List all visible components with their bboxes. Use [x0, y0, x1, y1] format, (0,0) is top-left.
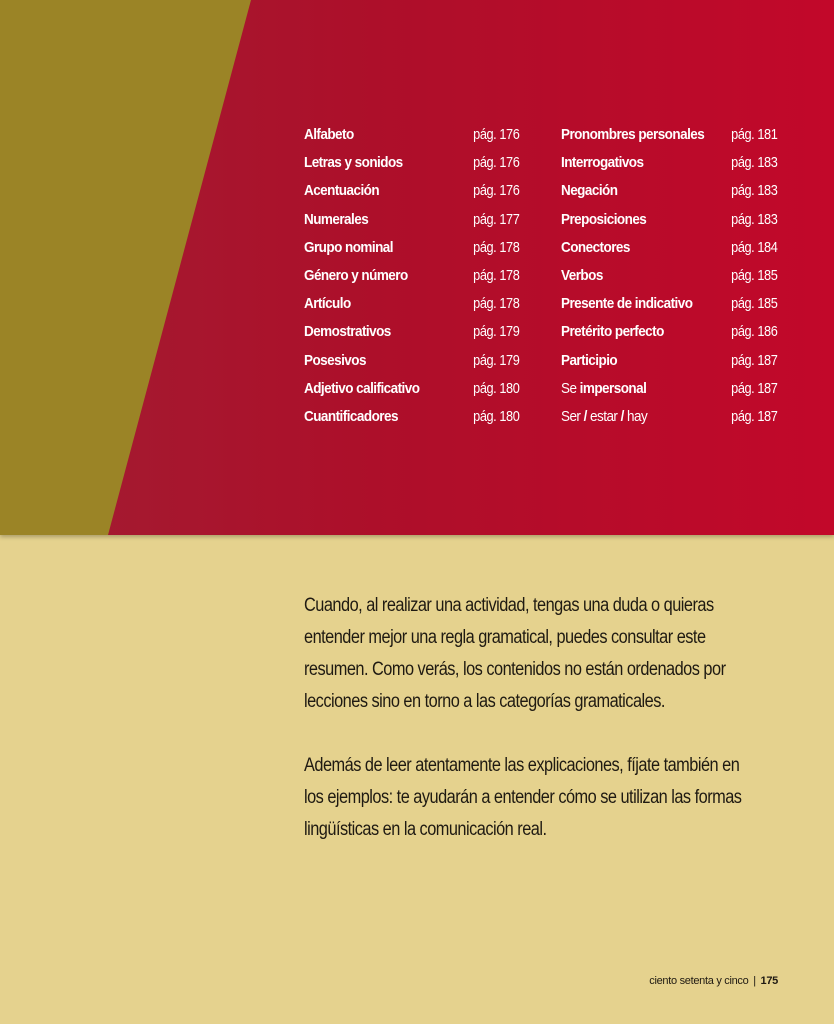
index-topic: Preposiciones [561, 210, 647, 228]
ser-word: Ser [561, 407, 581, 425]
index-entry[interactable] [304, 318, 519, 346]
intro-paragraph-2: Además de leer atentamente las explicaciones, fíjate también en los ejemplos: te ayudarán a entender cómo se utilizan las formas lingüísticas en la comunicación real. [304, 755, 742, 840]
index-page: pág. 179 [472, 351, 519, 369]
index-topic: Artículo [304, 295, 351, 313]
index-entry[interactable] [561, 177, 777, 205]
index-topic: Alfabeto [304, 126, 354, 143]
index-topic: Grupo nominal [304, 238, 393, 256]
page-footer [649, 975, 778, 987]
index-page: pág. 183 [730, 154, 777, 172]
index-entry-ser-estar-hay[interactable] [561, 403, 777, 431]
index-topic: Letras y sonidos [304, 154, 403, 172]
index-entry[interactable] [561, 318, 777, 346]
slash-separator: / [620, 407, 624, 425]
index-entry[interactable] [304, 290, 519, 318]
index-topic: Verbos [561, 266, 603, 284]
index-entry[interactable] [304, 234, 519, 262]
index-topic: Género y número [304, 266, 408, 284]
index-page: pág. 183 [730, 182, 777, 200]
footer-separator: | [753, 975, 756, 987]
index-page: pág. 187 [730, 351, 777, 369]
estar-word: estar [590, 407, 618, 425]
index-page: pág. 185 [730, 295, 777, 313]
index-page: pág. 176 [472, 182, 519, 200]
index-entry[interactable] [304, 121, 519, 149]
index-topic: Adjetivo calificativo [304, 379, 420, 397]
index-topic [561, 403, 647, 431]
index-page: pág. 184 [730, 238, 777, 256]
index-topic: Interrogativos [561, 154, 644, 172]
index-page: pág. 178 [472, 238, 519, 256]
index-entry[interactable] [304, 177, 519, 205]
index-topic: Pretérito perfecto [561, 323, 664, 341]
impersonal-word: impersonal [579, 379, 647, 397]
index-entry[interactable] [561, 234, 777, 262]
se-word: Se [561, 379, 577, 397]
index-topic: Conectores [561, 238, 630, 256]
index-entry[interactable] [304, 149, 519, 177]
index-page: pág. 187 [730, 407, 777, 425]
index-topic: Acentuación [304, 182, 380, 200]
hay-word: hay [627, 407, 648, 425]
index-entry[interactable] [304, 375, 519, 403]
index-topic: Presente de indicativo [561, 295, 693, 313]
index-topic: Cuantificadores [304, 407, 398, 425]
index-page: pág. 179 [472, 323, 519, 341]
index-entry[interactable] [561, 290, 777, 318]
index-page: pág. 185 [730, 266, 777, 284]
page-number: 175 [760, 975, 778, 987]
index-page: pág. 180 [472, 379, 519, 397]
index-entry[interactable] [561, 262, 777, 290]
intro-text [304, 590, 764, 878]
index-topic: Posesivos [304, 351, 366, 369]
page-number-words: ciento setenta y cinco [649, 975, 749, 987]
index-page: pág. 178 [472, 266, 519, 284]
index-topic: Numerales [304, 210, 369, 228]
index-entry[interactable] [561, 347, 777, 375]
slash-separator: / [583, 407, 587, 425]
index-page: pág. 180 [472, 407, 519, 425]
index-page: pág. 181 [730, 126, 777, 143]
index-topic: Participio [561, 351, 618, 369]
index-column-right [561, 121, 777, 431]
index-topic [561, 375, 646, 403]
index-page: pág. 186 [730, 323, 777, 341]
intro-paragraph-1: Cuando, al realizar una actividad, tengas una duda o quieras entender mejor una regla gramatical, puedes consultar este resumen. Como verás, los contenidos no están ordenados por lecciones sino en torno a las categorías gramaticales. [304, 595, 726, 712]
index-page: pág. 178 [472, 295, 519, 313]
index-page: pág. 176 [472, 126, 519, 143]
index-topic: Negación [561, 182, 618, 200]
index-topic: Demostrativos [304, 323, 391, 341]
index-entry[interactable] [561, 206, 777, 234]
index-entry[interactable] [304, 206, 519, 234]
index-column-left [304, 121, 519, 431]
index-topic: Pronombres personales [561, 126, 705, 143]
index-page: pág. 183 [730, 210, 777, 228]
index-page: pág. 177 [472, 210, 519, 228]
index-page: pág. 176 [472, 154, 519, 172]
index-page: pág. 187 [730, 379, 777, 397]
index-entry-se-impersonal[interactable] [561, 375, 777, 403]
index-entry[interactable] [304, 262, 519, 290]
index-entry[interactable] [561, 121, 777, 149]
index-entry[interactable] [304, 347, 519, 375]
index-entry[interactable] [561, 149, 777, 177]
index-entry[interactable] [304, 403, 519, 431]
